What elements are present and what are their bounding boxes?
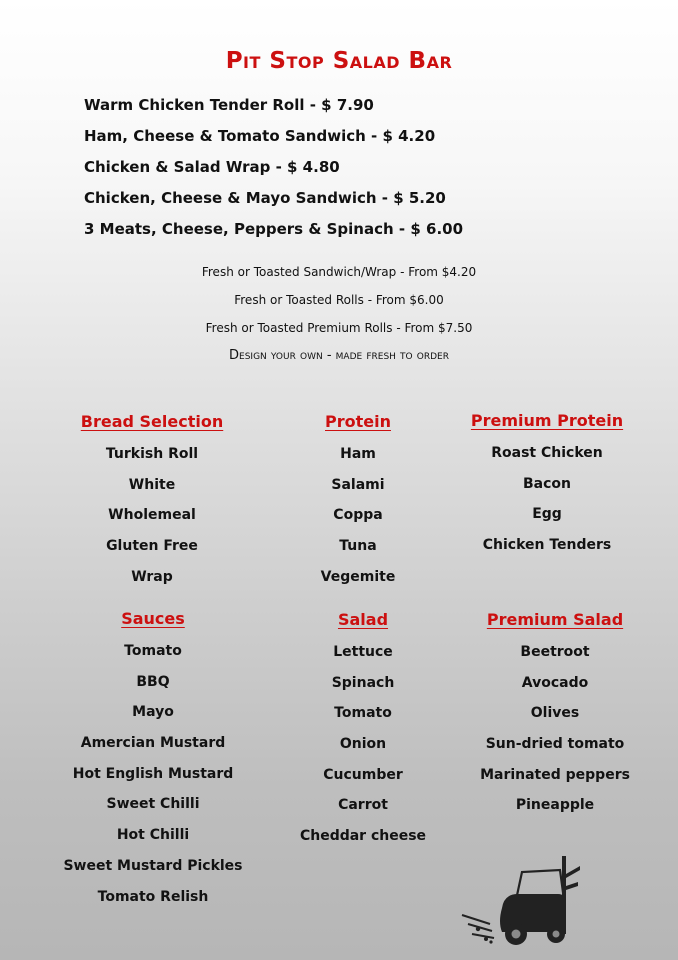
premium-protein-item: Chicken Tenders bbox=[482, 537, 612, 554]
featured-item: Warm Chicken Tender Roll - $ 7.90 bbox=[84, 96, 374, 114]
sauces-column bbox=[58, 606, 248, 914]
salad-item: Cheddar cheese bbox=[299, 828, 427, 845]
bread-item: Wrap bbox=[131, 568, 173, 585]
bread-item: Wholemeal bbox=[108, 507, 196, 524]
protein-item: Tuna bbox=[339, 538, 377, 555]
sauce-item: Hot English Mustard bbox=[72, 765, 234, 782]
sauce-item: Tomato Relish bbox=[97, 888, 209, 905]
sauce-item: Hot Chilli bbox=[116, 827, 190, 844]
premium-protein-item: Roast Chicken bbox=[491, 445, 603, 461]
salad-item: Cucumber bbox=[323, 766, 403, 783]
premium-salad-item: Marinated peppers bbox=[480, 766, 630, 783]
protein-item: Salami bbox=[331, 476, 385, 493]
featured-item: Ham, Cheese & Tomato Sandwich - $ 4.20 bbox=[84, 127, 436, 145]
protein-column bbox=[263, 409, 453, 594]
category-heading: Salad bbox=[337, 610, 389, 629]
salad-item: Tomato bbox=[334, 705, 392, 722]
pricing-rolls: Fresh or Toasted Rolls - From $6.00 bbox=[234, 293, 444, 307]
premium-protein-column bbox=[452, 408, 642, 563]
category-heading: Bread Selection bbox=[80, 412, 224, 431]
premium-salad-item: Olives bbox=[530, 705, 580, 722]
protein-item: Vegemite bbox=[320, 568, 396, 585]
premium-salad-item: Avocado bbox=[521, 674, 589, 691]
pricing-premium-rolls: Fresh or Toasted Premium Rolls - From $7.50 bbox=[205, 321, 473, 335]
protein-item: Coppa bbox=[333, 507, 383, 524]
page-title: Pit Stop Salad Bar bbox=[225, 48, 453, 74]
premium-salad-item: Beetroot bbox=[520, 644, 590, 660]
salad-item: Carrot bbox=[338, 797, 388, 814]
pricing-design-own: Design your own - made fresh to order bbox=[229, 348, 449, 363]
category-heading: Protein bbox=[325, 412, 391, 431]
salad-column bbox=[268, 607, 458, 854]
featured-item: 3 Meats, Cheese, Peppers & Spinach - $ 6.00 bbox=[84, 220, 464, 238]
category-heading: Premium Salad bbox=[486, 610, 624, 629]
featured-item: Chicken, Cheese & Mayo Sandwich - $ 5.20 bbox=[84, 189, 446, 207]
salad-item: Spinach bbox=[331, 674, 395, 691]
featured-items-list bbox=[84, 92, 604, 247]
premium-salad-item: Sun-dried tomato bbox=[485, 736, 625, 753]
bread-selection-column bbox=[57, 409, 247, 594]
category-heading: Sauces bbox=[121, 609, 185, 628]
premium-protein-item: Bacon bbox=[522, 475, 571, 492]
sauce-item: Mayo bbox=[132, 704, 174, 721]
premium-salad-item: Pineapple bbox=[515, 797, 595, 814]
bread-item: Turkish Roll bbox=[105, 446, 199, 462]
category-heading: Premium Protein bbox=[470, 411, 624, 430]
pricing-sandwich-wrap: Fresh or Toasted Sandwich/Wrap - From $4.20 bbox=[201, 265, 477, 279]
pricing-section bbox=[0, 261, 678, 373]
forklift-icon bbox=[458, 852, 582, 948]
protein-item: Ham bbox=[340, 446, 376, 462]
bread-item: Gluten Free bbox=[106, 538, 198, 555]
sauce-item: Sweet Chilli bbox=[106, 796, 200, 813]
sauce-item: Tomato bbox=[124, 643, 182, 659]
sauce-item: Sweet Mustard Pickles bbox=[63, 857, 243, 874]
salad-item: Lettuce bbox=[333, 644, 393, 660]
premium-salad-column bbox=[460, 607, 650, 823]
bread-item: White bbox=[128, 476, 176, 493]
sauce-item: Amercian Mustard bbox=[80, 735, 226, 752]
sauce-item: BBQ bbox=[136, 673, 170, 690]
salad-item: Onion bbox=[339, 736, 387, 753]
premium-protein-item: Egg bbox=[532, 506, 562, 523]
featured-item: Chicken & Salad Wrap - $ 4.80 bbox=[84, 158, 340, 176]
